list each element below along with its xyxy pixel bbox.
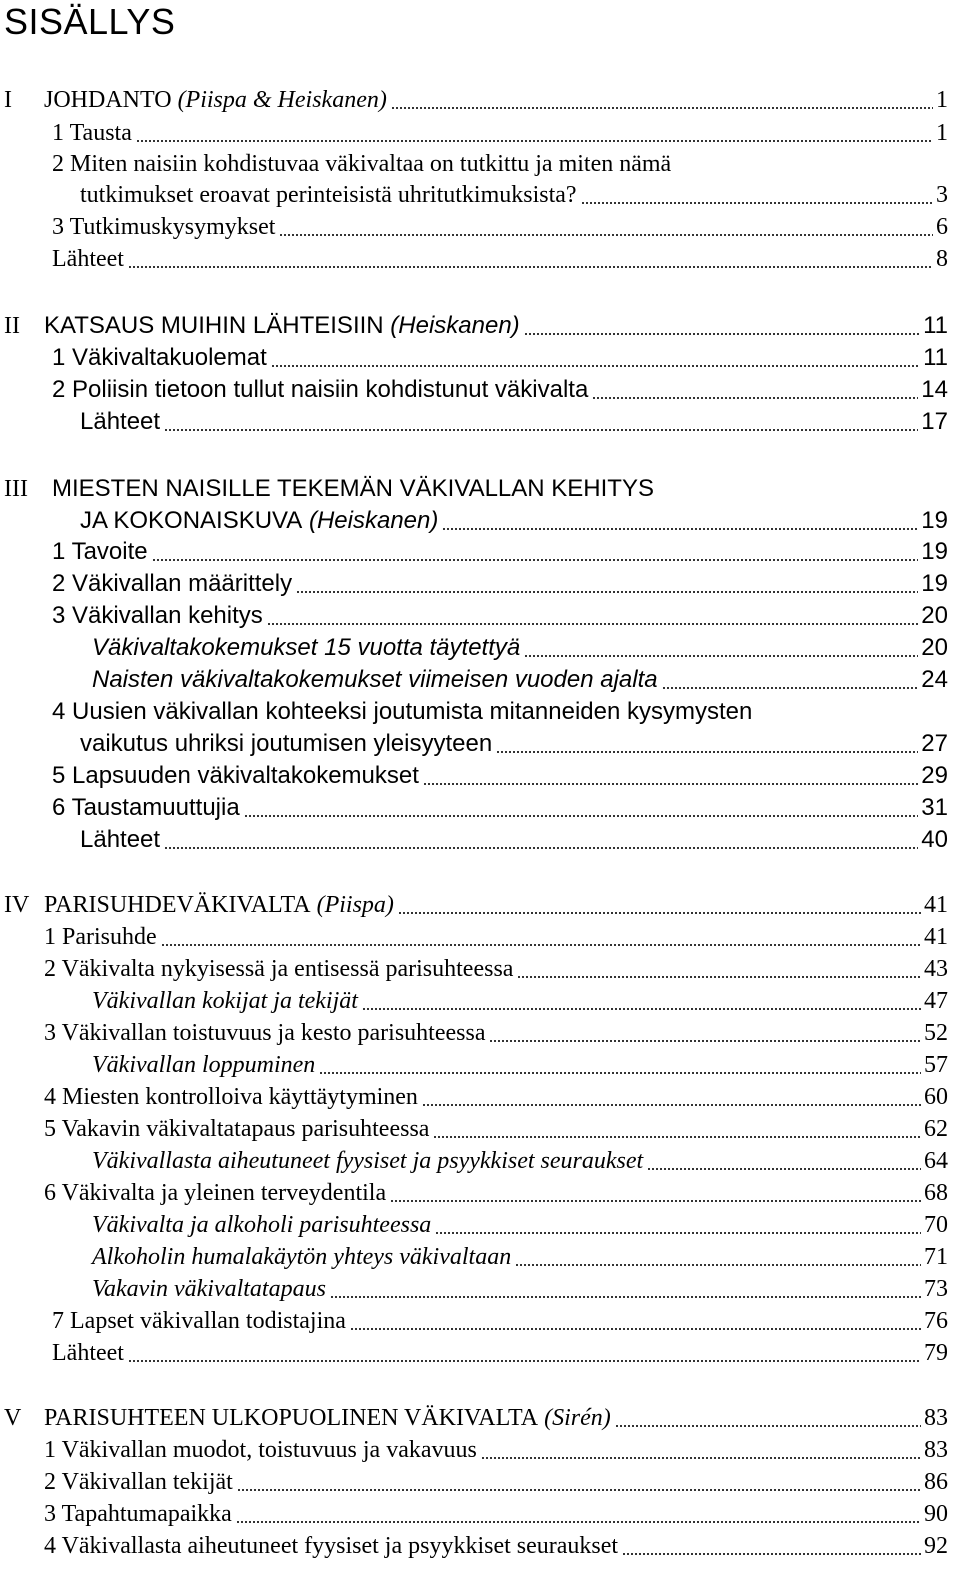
dot-leader [592,397,918,399]
toc-entry-references[interactable] [0,407,948,437]
dot-leader [489,1040,921,1042]
dot-leader [496,751,918,753]
part-number: I [4,87,12,113]
toc-entry[interactable] [0,506,948,536]
page-number: 8 [936,246,948,272]
toc-entry[interactable] [0,118,948,148]
entry-authors: (Heiskanen) [308,507,439,534]
toc-entry[interactable] [0,343,948,373]
page-number: 20 [921,602,948,629]
toc-entry[interactable] [0,180,948,210]
toc-entry[interactable] [0,1435,948,1465]
toc-entry[interactable] [0,761,948,791]
entry-title: Lähteet [80,826,161,853]
entry-title: 3 Väkivallan toistuvuus ja kesto parisuhteessa [44,1020,486,1046]
entry-title: 1 Tavoite [52,538,148,565]
page-number: 19 [921,538,948,565]
toc-entry[interactable] [0,1178,948,1208]
dot-leader [296,591,918,593]
toc-entry-references[interactable] [0,244,948,274]
entry-title: tutkimukset eroavat perinteisistä uhritutkimuksista? [80,182,577,208]
toc-part-ii[interactable] [0,311,948,341]
entry-title: 5 Lapsuuden väkivaltakokemukset [52,762,419,789]
dot-leader [481,1457,921,1459]
dot-leader [128,1360,921,1362]
page-number: 92 [924,1533,948,1559]
dot-leader [515,1264,921,1266]
dot-leader [647,1168,921,1170]
entry-title: 3 Tutkimuskysymykset [52,214,276,240]
entry-title: Lähteet [52,246,124,272]
entry-title: 3 Tapahtumapaikka [44,1501,232,1527]
toc-subentry[interactable] [0,633,948,663]
dot-leader [422,1104,921,1106]
toc-subentry[interactable] [0,1274,948,1304]
dot-leader [164,429,918,431]
dot-leader [391,107,933,109]
entry-authors: (Heiskanen) [390,312,520,339]
page-number: 71 [924,1244,948,1270]
toc-entry[interactable] [0,1467,948,1497]
page-number: 31 [921,794,948,821]
page-number: 79 [924,1340,948,1366]
page-number: 73 [924,1276,948,1302]
entry-title: Väkivalta ja alkoholi parisuhteessa [92,1212,432,1238]
page-number: 20 [921,634,948,661]
page-number: 43 [924,956,948,982]
entry-title: PARISUHDEVÄKIVALTA [44,892,311,918]
entry-title: 3 Väkivallan kehitys [52,602,263,629]
page-number: 83 [924,1437,948,1463]
dot-leader [398,912,921,914]
dot-leader [524,333,920,335]
dot-leader [152,559,919,561]
dot-leader [350,1328,921,1330]
page-number: 27 [921,730,948,757]
page-title: SISÄLLYS [4,1,176,42]
dot-leader [279,234,933,236]
page-number: 90 [924,1501,948,1527]
page-number: 3 [936,182,948,208]
toc-entry[interactable] [0,922,948,952]
toc-part-iv[interactable] [0,890,948,920]
toc-entry-line[interactable]: 4 Uusien väkivallan kohteeksi joutumista mitanneiden kysymysten [52,698,753,725]
toc-entry[interactable] [0,212,948,242]
dot-leader [524,655,918,657]
toc-subentry[interactable] [0,986,948,1016]
toc-entry[interactable] [0,1018,948,1048]
toc-entry-references[interactable] [0,825,948,855]
part-number: II [4,313,20,339]
entry-title: Vakavin väkivaltatapaus [92,1276,326,1302]
toc-part-v[interactable] [0,1403,948,1433]
page-number: 19 [921,570,948,597]
toc-entry[interactable] [0,1306,948,1336]
page-number: 68 [924,1180,948,1206]
entry-title: 2 Väkivallan tekijät [44,1469,233,1495]
entry-authors: (Piispa) [316,892,394,918]
entry-title: 2 Väkivalta nykyisessä ja entisessä parisuhteessa [44,956,514,982]
dot-leader [581,202,933,204]
page-number: 40 [921,826,948,853]
part-number: III [4,476,28,502]
page-number: 19 [921,507,948,534]
toc-entry[interactable] [0,1082,948,1112]
dot-leader [442,528,918,530]
toc-subentry[interactable] [0,1210,948,1240]
dot-leader [136,140,933,142]
part-number: IV [4,892,30,918]
dot-leader [390,1200,921,1202]
toc-entry[interactable] [0,1114,948,1144]
toc-entry[interactable] [0,1499,948,1529]
toc-entry[interactable] [0,569,948,599]
entry-title: 6 Taustamuuttujia [52,794,240,821]
entry-title: 1 Väkivaltakuolemat [52,344,267,371]
page-number: 24 [921,666,948,693]
dot-leader [267,623,919,625]
entry-authors: (Piispa & Heiskanen) [177,87,387,113]
dot-leader [330,1296,921,1298]
toc-subentry[interactable] [0,1242,948,1272]
page-number: 76 [924,1308,948,1334]
entry-title: 1 Väkivallan muodot, toistuvuus ja vakavuus [44,1437,477,1463]
entry-title: 6 Väkivalta ja yleinen terveydentila [44,1180,387,1206]
toc-entry[interactable] [0,601,948,631]
entry-title: Väkivallan kokijat ja tekijät [92,988,358,1014]
page-number: 1 [936,87,948,113]
page-number: 47 [924,988,948,1014]
entry-authors: (Sirén) [544,1405,611,1431]
entry-title: Lähteet [80,408,161,435]
toc-entry[interactable] [0,954,948,984]
entry-title: KATSAUS MUIHIN LÄHTEISIIN [44,312,384,339]
entry-title: 2 Poliisin tietoon tullut naisiin kohdistunut väkivalta [52,376,589,403]
entry-title: Väkivallan loppuminen [92,1052,316,1078]
page-number: 29 [921,762,948,789]
dot-leader [319,1072,921,1074]
page-number: 70 [924,1212,948,1238]
page-number: 41 [924,892,948,918]
dot-leader [236,1521,921,1523]
toc-entry[interactable] [0,793,948,823]
dot-leader [244,815,919,817]
toc-entry[interactable] [0,1531,948,1561]
toc-part-i[interactable] [0,85,948,115]
dot-leader [164,847,918,849]
page-number: 11 [923,344,948,371]
page-number: 60 [924,1084,948,1110]
dot-leader [271,365,920,367]
entry-title: Lähteet [52,1340,124,1366]
entry-title: PARISUHTEEN ULKOPUOLINEN VÄKIVALTA [44,1405,539,1431]
dot-leader [237,1489,921,1491]
entry-title: JA KOKONAISKUVA [80,507,303,534]
dot-leader [161,944,921,946]
page-number: 11 [923,312,948,339]
page-number: 17 [921,408,948,435]
entry-title: 7 Lapset väkivallan todistajina [52,1308,346,1334]
entry-title: vaikutus uhriksi joutumisen yleisyyteen [80,730,493,757]
dot-leader [615,1425,921,1427]
entry-title: 4 Väkivallasta aiheutuneet fyysiset ja psyykkiset seuraukset [44,1533,619,1559]
entry-title: JOHDANTO [44,87,172,113]
toc-entry[interactable] [0,729,948,759]
toc-entry-references[interactable] [0,1338,948,1368]
page-number: 41 [924,924,948,950]
entry-title: MIESTEN NAISILLE TEKEMÄN VÄKIVALLAN KEHITYS [52,475,654,502]
entry-title: 2 Väkivallan määrittely [52,570,293,597]
entry-title: 1 Tausta [52,120,132,146]
entry-title: Naisten väkivaltakokemukset viimeisen vuoden ajalta [92,666,658,693]
entry-title: Väkivallasta aiheutuneet fyysiset ja psyykkiset seuraukset [92,1148,644,1174]
entry-title: Alkoholin humalakäytön yhteys väkivaltaan [92,1244,512,1270]
entry-title: 1 Parisuhde [44,924,157,950]
entry-title: 4 Miesten kontrolloiva käyttäytyminen [44,1084,418,1110]
dot-leader [433,1136,921,1138]
toc-entry-line[interactable]: 2 Miten naisiin kohdistuvaa väkivaltaa on tutkittu ja miten nämä [52,151,672,177]
dot-leader [517,976,921,978]
page-number: 6 [936,214,948,240]
part-number: V [4,1405,22,1431]
entry-title: 5 Vakavin väkivaltatapaus parisuhteessa [44,1116,430,1142]
page-number: 1 [936,120,948,146]
page-number: 57 [924,1052,948,1078]
toc-subentry[interactable] [0,1050,948,1080]
dot-leader [435,1232,921,1234]
dot-leader [362,1008,921,1010]
entry-title: Väkivaltakokemukset 15 vuotta täytettyä [92,634,521,661]
toc-subentry[interactable] [0,665,948,695]
page-number: 64 [924,1148,948,1174]
page-number: 83 [924,1405,948,1431]
dot-leader [128,266,933,268]
toc-part-iii[interactable] [0,474,948,504]
dot-leader [622,1553,921,1555]
page-number: 62 [924,1116,948,1142]
page-number: 86 [924,1469,948,1495]
page-number: 52 [924,1020,948,1046]
toc-entry[interactable] [0,375,948,405]
toc-entry[interactable] [0,537,948,567]
dot-leader [662,687,919,689]
dot-leader [423,783,918,785]
page-number: 14 [921,376,948,403]
toc-subentry[interactable] [0,1146,948,1176]
